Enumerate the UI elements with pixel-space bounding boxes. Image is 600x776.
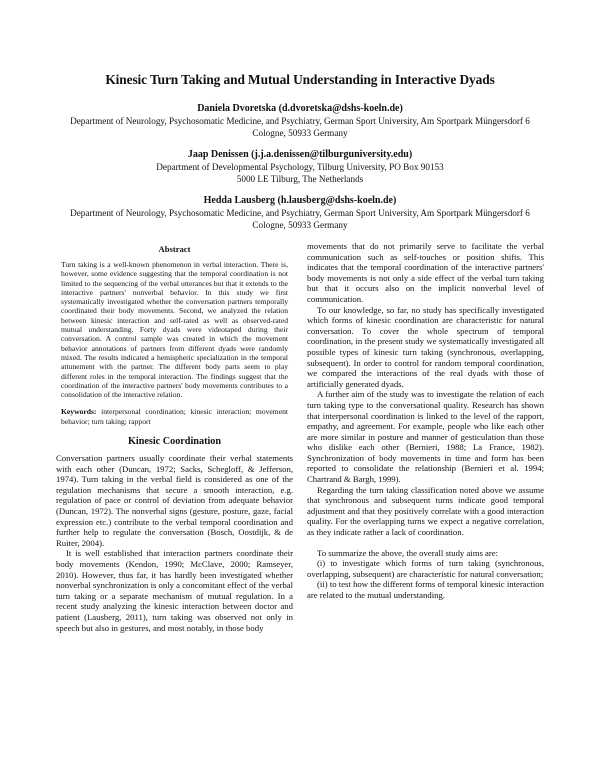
section-heading: Kinesic Coordination bbox=[127, 436, 222, 448]
paragraph: movements that do not primarily serve to facilitate the verbal communication such as self-touches or position shifts. This indicates that the temporal coordination of the interactive partners' body movements is not only a side effect of the verbal turn taking but that it occurs also on the implicit nonverbal level of communication. bbox=[307, 241, 544, 304]
author-block-2 bbox=[56, 148, 544, 185]
author-name: Jaap Denissen (j.j.a.denissen@tilburguniversity.edu) bbox=[187, 149, 413, 160]
keywords-text: interpersonal coordination; kinesic interaction; movement behavior; turn taking; rapport bbox=[61, 407, 288, 426]
two-column-body bbox=[56, 241, 544, 633]
paper-title: Kinesic Turn Taking and Mutual Understanding in Interactive Dyads bbox=[105, 72, 495, 87]
paragraph: It is well established that interaction partners coordinate their body movements (Kendon, 1990; McClave, 2000; Ramseyer, 2010). However, thus far, it has hardly been investigated whether nonverbal synchronization is only a concomitant effect of the verbal turn taking or a separate mechanism of mutual regulation. In a recent study analyzing the kinesic interaction between doctor and patient (Lausberg, 2011), turn taking was observed not only in speech but also in gestures, and most notably, in those body bbox=[56, 548, 293, 633]
author-affiliation-line: Department of Neurology, Psychosomatic Medicine, and Psychiatry, German Sport University, Am Sportpark Müngersdorf 6 bbox=[70, 116, 530, 126]
author-affiliation-line: 5000 LE Tilburg, The Netherlands bbox=[236, 174, 364, 184]
paragraph: Conversation partners usually coordinate their verbal statements with each other (Duncan, 1972; Sacks, Schegloff, & Jefferson, 1974). Turn taking in the verbal field is considered as one of the regulation mechanisms that secure a smooth interaction, e.g. regulation of pace or control of deviation from adequate behavior (Duncan, 1972). The nonverbal signs (gesture, posture, gaze, facial expression etc.) contribute to the verbal temporal coordination and further help to regulate the conversation (Bosch, Oostdijk, & de Ruiter, 2004). bbox=[56, 453, 293, 548]
paragraph: To our knowledge, so far, no study has specifically investigated which forms of kinesic coordination are characteristic for natural conversation. To cover the whole spectrum of temporal coordination, in the present study we systematically investigated all possible types of kinesic turn taking (synchronous, overlapping, subsequent). In order to control for random temporal coordination, we compared the interactions of the real dyads with those of artificially generated dyads. bbox=[307, 304, 544, 389]
paragraph: A further aim of the study was to investigate the relation of each turn taking type to the conversational quality. Research has shown that interpersonal coordination is linked to the level of the rapport, empathy, and agreement. For example, people who like each other are more similar in posture and manner of gesticulation than those who dislike each other (Bernieri, 1988; La France, 1982). Synchronization of body movements in time and form has been reported to consolidate the relationship (Bernieri et al. 1994; Chartrand & Bargh, 1999). bbox=[307, 389, 544, 485]
author-affiliation-line: Cologne, 50933 Germany bbox=[252, 220, 348, 230]
keywords-label: Keywords: bbox=[61, 407, 97, 417]
paragraph: Regarding the turn taking classification noted above we assume that synchronous and subsequent turns indicate good temporal adjustment and that they positively correlate with a good interaction quality. For the overlapping turns we expect a negative correlation, as they indicate rather a lack of coordination. bbox=[307, 484, 544, 538]
abstract-text: Turn taking is a well-known phenomenon in verbal interaction. There is, however, some evidence suggesting that the temporal coordination is not limited to the sequencing of the verbal utterances but that it extends to the interactive partners' nonverbal behavior. In this study we first systematically investigated whether the conversation partners temporally coordinated their body movements. Second, we analyzed the relation between kinesic interaction and self-rated as well as observed-rated mutual understanding. Forty dyads were videotaped during their conversation. A control sample was created in which the movement behavior annotations of partners from different dyads were randomly mixed. The results indicated a hemispheric specialization in the temporal attunement with the partner. The different body parts seem to play different roles in the temporal interaction. The findings suggest that the coordination of the interactive partners' body movements contributes to a consolidation of the interactive relation. bbox=[61, 260, 288, 400]
author-name: Hedda Lausberg (h.lausberg@dshs-koeln.de) bbox=[203, 195, 397, 206]
author-affiliation-line: Department of Developmental Psychology, Tilburg University, PO Box 90153 bbox=[156, 162, 444, 172]
author-block-3 bbox=[56, 194, 544, 231]
author-block-1 bbox=[56, 102, 544, 139]
right-body bbox=[307, 241, 544, 601]
left-column bbox=[56, 241, 293, 633]
aims-item: (i) to investigate which forms of turn taking (synchronous, overlapping, subsequent) are characteristic for natural conversation; bbox=[307, 558, 544, 579]
author-name: Daniela Dvoretska (d.dvoretska@dshs-koeln.de) bbox=[197, 103, 403, 114]
aims-item: (ii) to test how the different forms of temporal kinesic interaction are related to the mutual understanding. bbox=[307, 579, 544, 600]
right-column bbox=[307, 241, 544, 633]
keywords bbox=[56, 407, 293, 426]
aims-intro: To summarize the above, the overall study aims are: bbox=[317, 547, 499, 558]
author-affiliation-line: Cologne, 50933 Germany bbox=[252, 128, 348, 138]
left-body bbox=[56, 453, 293, 633]
abstract-heading: Abstract bbox=[158, 244, 191, 254]
author-affiliation-line: Department of Neurology, Psychosomatic Medicine, and Psychiatry, German Sport University, Am Sportpark Müngersdorf 6 bbox=[70, 208, 530, 218]
aims-list bbox=[307, 558, 544, 600]
